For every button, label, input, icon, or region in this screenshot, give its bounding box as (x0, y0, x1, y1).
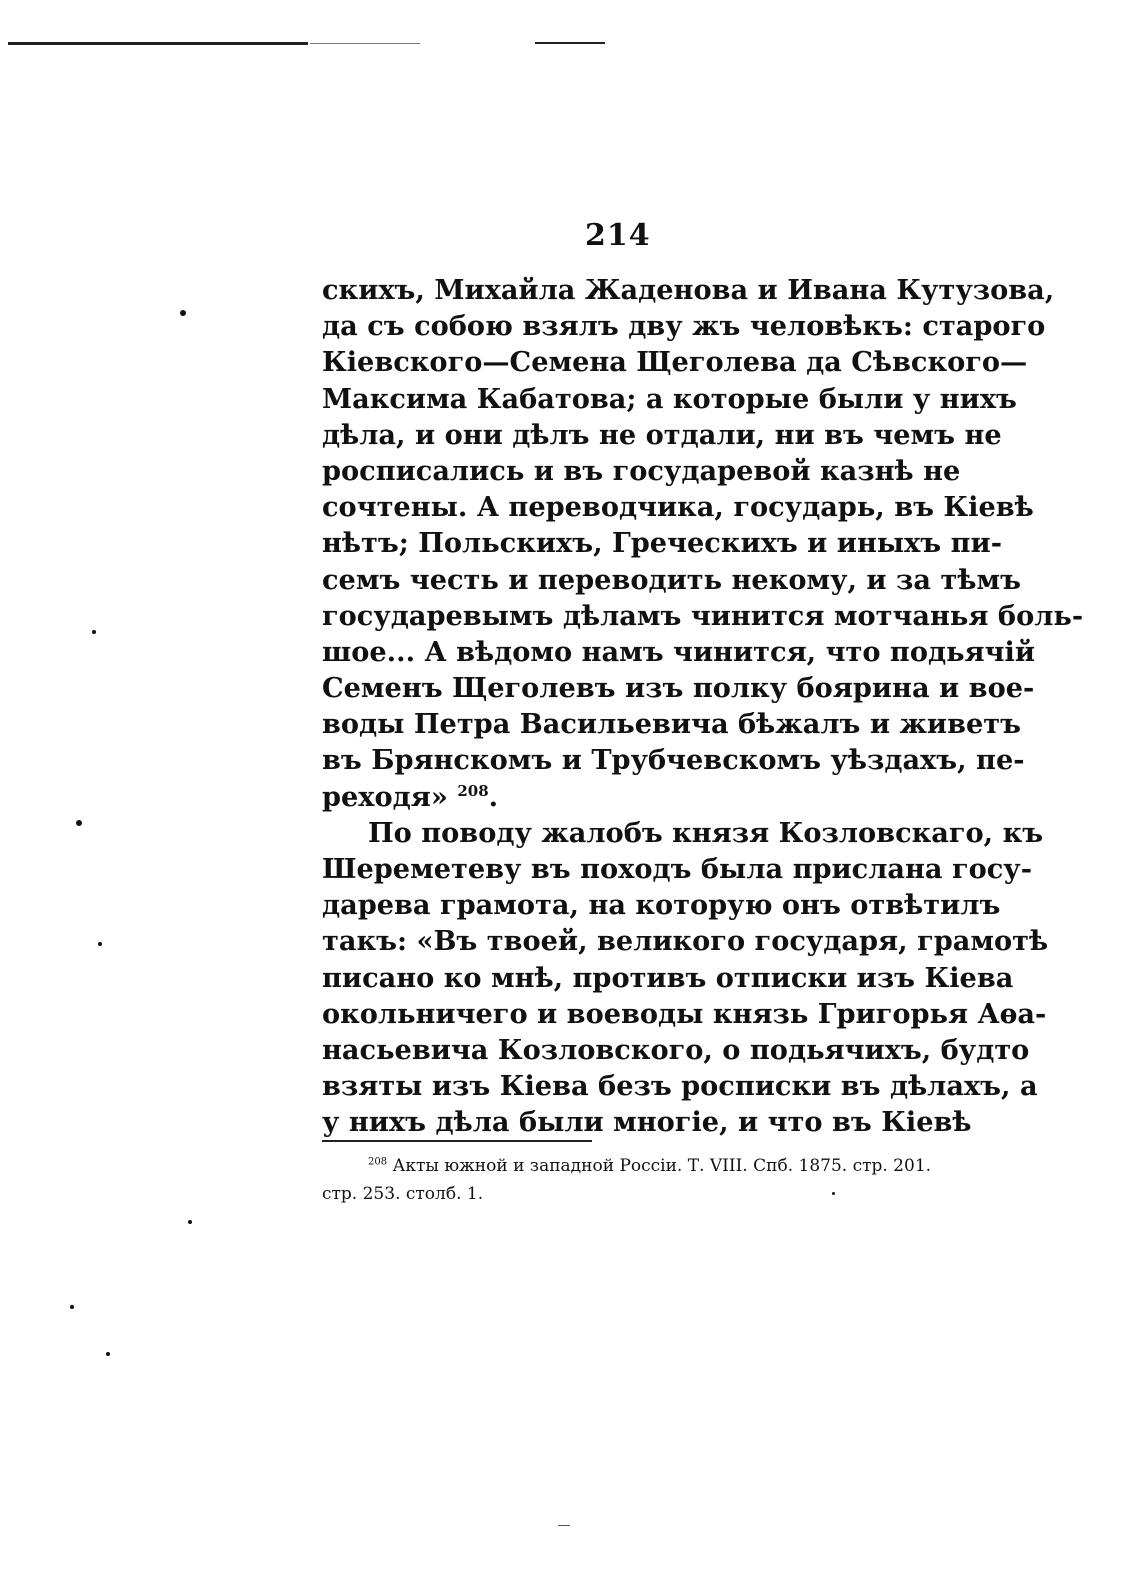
paragraph-line: окольничего и воеводы князь Григорья Аѳа- (322, 997, 1047, 1030)
paragraph-line: дарева грамота, на которую онъ отвѣтилъ (322, 889, 1001, 922)
paragraph-line: насьевича Козловского, о подьячихъ, будто (322, 1033, 1030, 1066)
text-line: государевымъ дѣламъ чинится мотчанья боль- (322, 599, 1084, 632)
scan-artifact-top-rule-right (535, 42, 605, 44)
margin-speck (106, 1352, 110, 1356)
text-line: семъ честь и переводить некому, и за тѣмъ (322, 563, 1021, 596)
footnote-text: Акты южной и западной Россіи. Т. VIII. Спб. 1875. стр. 201. (392, 1156, 932, 1176)
footnote-reference: 208 (457, 781, 489, 800)
paragraph-line: писано ко мнѣ, противъ отписки изъ Кіева (322, 961, 1014, 994)
paragraph-line: взяты изъ Кіева безъ росписки въ дѣлахъ, а (322, 1070, 1038, 1103)
text-line: воды Петра Васильевича бѣжалъ и живетъ (322, 708, 1021, 741)
paragraph-line: Шереметеву въ походъ была прислана госу- (322, 853, 1032, 885)
text-line: дѣла, и они дѣлъ не отдали, ни въ чемъ не (322, 418, 1002, 451)
page-number: 214 (585, 218, 651, 253)
text-line: да съ собою взялъ дву жъ человѣкъ: старого (322, 310, 1046, 343)
margin-speck (92, 630, 96, 634)
text-line: шое... А вѣдомо намъ чинится, что подьячій (322, 635, 1036, 668)
text-fragment: . (488, 780, 499, 813)
paragraph-line: По поводу жалобъ князя Козловскаго, къ (368, 816, 1044, 849)
text-fragment: реходя» (322, 780, 448, 813)
footnote-line (322, 1152, 932, 1180)
footnote (322, 1152, 932, 1208)
text-line: Семенъ Щеголевъ изъ полку боярина и вое- (322, 672, 1035, 705)
margin-speck (70, 1305, 74, 1309)
text-line-last (322, 779, 914, 815)
text-line: Максима Кабатова; а которые были у нихъ (322, 382, 1017, 415)
paragraph-line: такъ: «Въ твоей, великого государя, грамотѣ (322, 925, 1049, 958)
margin-speck (98, 942, 102, 946)
scan-artifact-top-rule-left (8, 42, 308, 45)
scan-artifact-bottom-mark (558, 1525, 570, 1526)
text-line: нѣтъ; Польскихъ, Греческихъ и иныхъ пи- (322, 527, 1002, 560)
margin-speck (180, 310, 186, 316)
text-line: въ Брянскомъ и Трубчевскомъ уѣздахъ, пе- (322, 744, 1025, 777)
footnote-line: стр. 253. столб. 1. (322, 1184, 484, 1204)
main-text (322, 272, 1084, 1141)
footnote-speck (832, 1192, 835, 1195)
text-line: Кіевского—Семена Щеголева да Сѣвского— (322, 346, 1028, 379)
footnote-divider (322, 1140, 592, 1142)
footnote-number: 208 (368, 1156, 388, 1168)
text-line: скихъ, Михайла Жаденова и Ивана Кутузова, (322, 274, 1055, 306)
text-line: росписались и въ государевой казнѣ не (322, 454, 961, 487)
text-line: сочтены. А переводчика, государь, въ Кіевѣ (322, 491, 1034, 524)
paragraph-line: у нихъ дѣла были многіе, и что въ Кіевѣ (322, 1106, 972, 1139)
margin-speck (76, 820, 82, 826)
scan-artifact-top-rule-mid (310, 43, 420, 44)
margin-speck (188, 1220, 192, 1224)
